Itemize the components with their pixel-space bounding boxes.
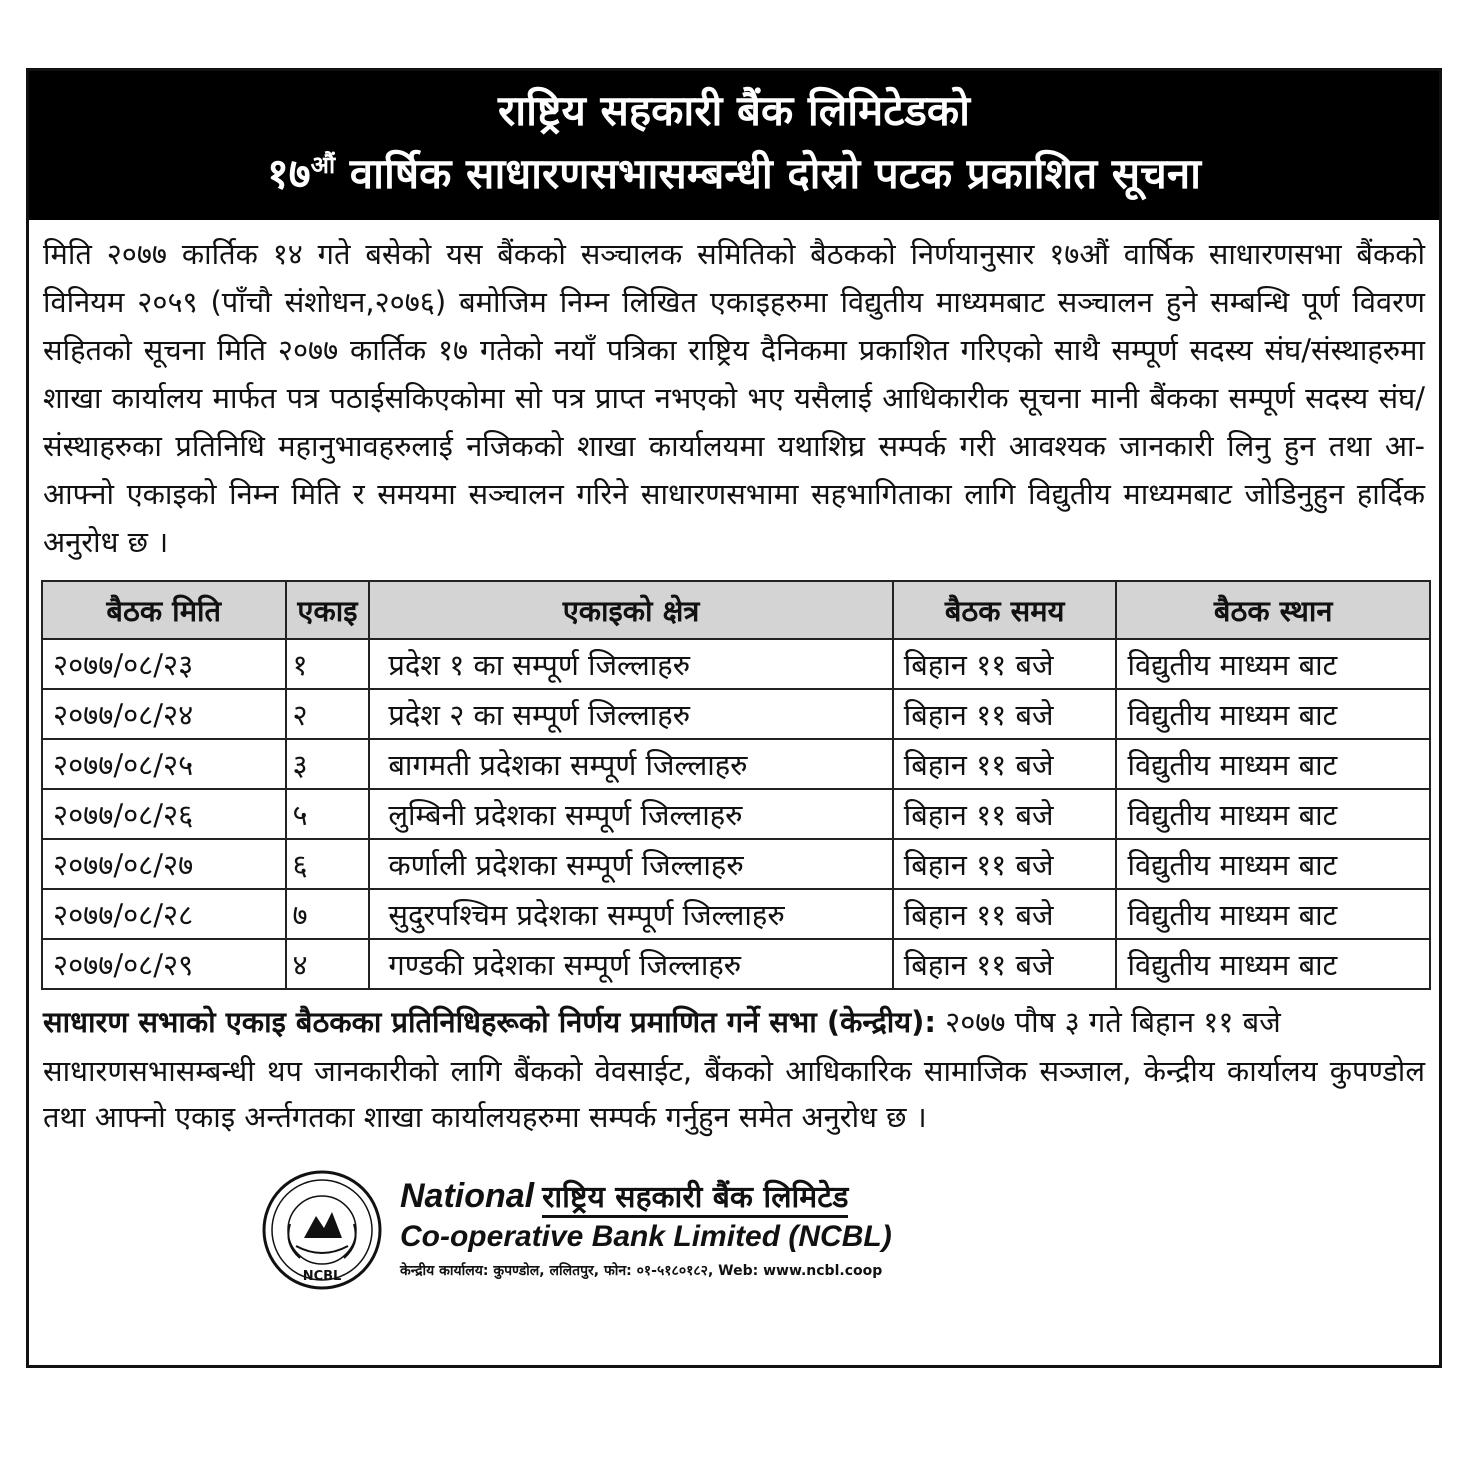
cell-region: प्रदेश २ का सम्पूर्ण जिल्लाहरु bbox=[369, 689, 892, 739]
central-meeting-paragraph bbox=[43, 1000, 1425, 1044]
cell-date: २०७७/०८/२६ bbox=[42, 789, 286, 839]
cell-date: २०७७/०८/२७ bbox=[42, 839, 286, 889]
cell-time: बिहान ११ बजे bbox=[893, 739, 1117, 789]
cell-region: प्रदेश १ का सम्पूर्ण जिल्लाहरु bbox=[369, 639, 892, 689]
table-row bbox=[42, 639, 1430, 689]
cell-time: बिहान ११ बजे bbox=[893, 889, 1117, 939]
table-row bbox=[42, 689, 1430, 739]
table-row bbox=[42, 739, 1430, 789]
cell-region: बागमती प्रदेशका सम्पूर्ण जिल्लाहरु bbox=[369, 739, 892, 789]
table-row bbox=[42, 789, 1430, 839]
intro-paragraph: मिति २०७७ कार्तिक १४ गते बसेको यस बैंकको सञ्चालक समितिको बैठकको निर्णयानुसार १७औं वार्षिक साधारणसभा बैंकको विनियम २०५९ (पाँचौ संशोधन,२०७६) बमोजिम निम्न लिखित एकाइहरुमा विद्युतीय माध्यमबाट सञ्चालन हुने सम्बन्धि पूर्ण विवरण सहितको सूचना मिति २०७७ कार्तिक १७ गतेको नयाँ पत्रिका राष्ट्रिय दैनिकमा प्रकाशित गरिएको साथै सम्पूर्ण सदस्य संघ/संस्थाहरुमा शाखा कार्यालय मार्फत पत्र पठाईसकिएकोमा सो पत्र प्राप्त नभएको भए यसैलाई आधिकारीक सूचना मानी बैंकका सम्पूर्ण सदस्य संघ/संस्थाहरुका प्रतिनिधि महानुभावहरुलाई नजिकको शाखा कार्यालयमा यथाशिघ्र सम्पर्क गरी आवश्यक जानकारी लिनु हुन तथा आ-आफ्नो एकाइको निम्न मिति र समयमा सञ्चालन गरिने साधारणसभामा सहभागिताका लागि विद्युतीय माध्यमबाट जोडिनुहुन हार्दिक अनुरोध छ । bbox=[43, 237, 1425, 559]
cell-unit: २ bbox=[286, 689, 370, 739]
cell-date: २०७७/०८/२३ bbox=[42, 639, 286, 689]
cell-venue: विद्युतीय माध्यम बाट bbox=[1116, 689, 1430, 739]
ncbl-seal-logo bbox=[260, 1168, 384, 1292]
cell-date: २०७७/०८/२४ bbox=[42, 689, 286, 739]
header-title-line1: राष्ट्रिय सहकारी बैंक लिमिटेडको bbox=[498, 86, 970, 135]
cell-time: बिहान ११ बजे bbox=[893, 689, 1117, 739]
cell-unit: ३ bbox=[286, 739, 370, 789]
header-title-line2 bbox=[39, 137, 1429, 202]
central-meeting-label: साधारण सभाको एकाइ बैठकका प्रतिनिधिहरूको निर्णय प्रमाणित गर्ने सभा (केन्द्रीय): bbox=[43, 1005, 936, 1039]
cell-region: लुम्बिनी प्रदेशका सम्पूर्ण जिल्लाहरु bbox=[369, 789, 892, 839]
more-info-paragraph: साधारणसभासम्बन्धी थप जानकारीको लागि बैंकको वेवसाईट, बैंकको आधिकारिक सामाजिक सञ्जाल, केन्द्रीय कार्यालय कुपण्डोल तथा आफ्नो एकाइ अर्न्तगतका शाखा कार्यालयहरुमा सम्पर्क गर्नुहुन समेत अनुरोध छ । bbox=[43, 1054, 1425, 1134]
cell-date: २०७७/०८/२८ bbox=[42, 889, 286, 939]
brand-nepali-name: राष्ट्रिय सहकारी बैंक लिमिटेड bbox=[542, 1180, 848, 1218]
cell-region: सुदुरपश्चिम प्रदेशका सम्पूर्ण जिल्लाहरु bbox=[369, 889, 892, 939]
cell-date: २०७७/०८/२५ bbox=[42, 739, 286, 789]
seal-text: NCBL bbox=[302, 1269, 342, 1284]
cell-venue: विद्युतीय माध्यम बाट bbox=[1116, 789, 1430, 839]
cell-venue: विद्युतीय माध्यम बाट bbox=[1116, 839, 1430, 889]
cell-date: २०७७/०८/२९ bbox=[42, 939, 286, 989]
header-meeting-venue: बैठक स्थान bbox=[1116, 581, 1430, 639]
cell-time: बिहान ११ बजे bbox=[893, 939, 1117, 989]
cell-time: बिहान ११ बजे bbox=[893, 639, 1117, 689]
table-header-row bbox=[42, 581, 1430, 639]
header-ordinal-suffix: औं bbox=[310, 151, 336, 179]
cell-unit: ५ bbox=[286, 789, 370, 839]
cell-venue: विद्युतीय माध्यम बाट bbox=[1116, 889, 1430, 939]
brand-national: National bbox=[400, 1177, 535, 1215]
cell-unit: ६ bbox=[286, 839, 370, 889]
brand-line1 bbox=[400, 1176, 892, 1218]
cell-time: बिहान ११ बजे bbox=[893, 839, 1117, 889]
header-title-line2-text: वार्षिक साधारणसभासम्बन्धी दोस्रो पटक प्रकाशित सूचना bbox=[335, 149, 1202, 198]
bank-brand bbox=[400, 1176, 892, 1286]
header-meeting-date: बैठक मिति bbox=[42, 581, 286, 639]
cell-unit: १ bbox=[286, 639, 370, 689]
cell-unit: ७ bbox=[286, 889, 370, 939]
table-row bbox=[42, 939, 1430, 989]
notice-header bbox=[29, 71, 1439, 220]
bank-footer bbox=[260, 1168, 1160, 1288]
header-ordinal-number: १७ bbox=[266, 149, 311, 198]
header-unit: एकाइ bbox=[286, 581, 370, 639]
meeting-schedule-table bbox=[41, 580, 1431, 990]
brand-line2: Co-operative Bank Limited (NCBL) bbox=[400, 1220, 892, 1253]
brand-contact: केन्द्रीय कार्यालय: कुपण्डोल, ललितपुर, फोन: ०१-५१८०१८२, Web: www.ncbl.coop bbox=[400, 1263, 883, 1279]
cell-venue: विद्युतीय माध्यम बाट bbox=[1116, 639, 1430, 689]
cell-region: गण्डकी प्रदेशका सम्पूर्ण जिल्लाहरु bbox=[369, 939, 892, 989]
cell-venue: विद्युतीय माध्यम बाट bbox=[1116, 739, 1430, 789]
header-meeting-time: बैठक समय bbox=[893, 581, 1117, 639]
cell-venue: विद्युतीय माध्यम बाट bbox=[1116, 939, 1430, 989]
central-meeting-value: २०७७ पौष ३ गते बिहान ११ बजे bbox=[935, 1005, 1281, 1039]
table-row bbox=[42, 839, 1430, 889]
cell-time: बिहान ११ बजे bbox=[893, 789, 1117, 839]
header-unit-region: एकाइको क्षेत्र bbox=[369, 581, 892, 639]
cell-unit: ४ bbox=[286, 939, 370, 989]
table-row bbox=[42, 889, 1430, 939]
cell-region: कर्णाली प्रदेशका सम्पूर्ण जिल्लाहरु bbox=[369, 839, 892, 889]
